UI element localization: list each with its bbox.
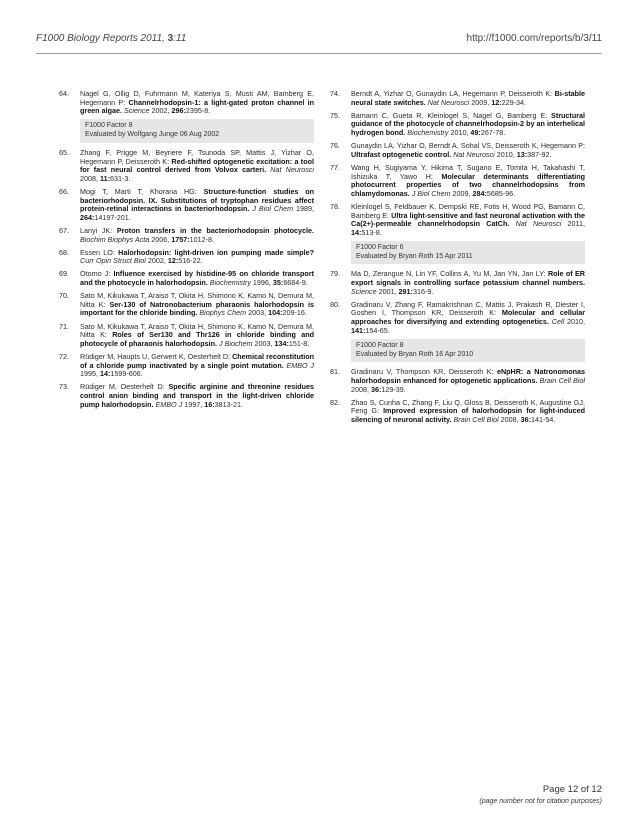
ref-title: Red-shifted optogenetic excitation: a tool for fast neural control derived from Volvox carteri. — [80, 156, 314, 175]
reference-68 — [59, 249, 314, 266]
reference-76 — [330, 142, 585, 159]
ref-number: 76. — [330, 141, 340, 151]
factor-evaluator: Evaluated by Bryan Roth 16 Apr 2010 — [356, 350, 474, 358]
ref-volume: 296: — [169, 106, 186, 116]
ref-number: 65. — [59, 147, 69, 157]
ref-volume: 36: — [369, 384, 382, 394]
ref-number: 70. — [59, 291, 69, 301]
reference-67 — [59, 227, 314, 244]
ref-pages: 387-92. — [527, 149, 552, 159]
ref-number: 71. — [59, 321, 69, 331]
ref-journal: Nat Neurosci — [509, 219, 562, 229]
ref-pages: 141-54. — [531, 414, 556, 424]
ref-number: 67. — [59, 225, 69, 235]
ref-title: Molecular and cellular approaches for diversifying and extending optogenetics. — [351, 308, 585, 327]
ref-journal: J Biochem — [216, 338, 253, 348]
ref-number: 66. — [59, 186, 69, 196]
f1000-factor-box — [80, 119, 314, 143]
ref-title: Role of ER export signals in controlling surface potassium channel numbers. — [351, 269, 585, 288]
ref-year: 2003, — [246, 308, 267, 318]
ref-authors: Berndt A, Yizhar O, Gunaydin LA, Hegemann P, Deisseroth K: — [351, 89, 555, 98]
reference-77 — [330, 164, 585, 198]
ref-number: 77. — [330, 162, 340, 172]
citation-note: (page number not for citation purposes) — [479, 798, 602, 805]
ref-year: 2009, — [469, 97, 490, 107]
ref-pages: 3813-21. — [214, 399, 243, 409]
ref-journal: Biochemistry — [207, 278, 251, 288]
ref-pages: 154-65. — [365, 325, 390, 335]
ref-journal: Nat Neurosci — [266, 165, 314, 175]
journal-year: 2011, — [140, 33, 165, 44]
ref-year: 2003, — [252, 338, 273, 348]
ref-year: 2011, — [561, 219, 585, 229]
ref-year: 2010, — [448, 127, 469, 137]
factor-evaluator: Evaluated by Bryan Roth 15 Apr 2011 — [356, 252, 473, 260]
ref-pages: 2395-8. — [185, 106, 211, 116]
reference-70 — [59, 292, 314, 318]
ref-pages: 5685-96. — [486, 188, 516, 198]
ref-authors: Ma D, Zerangue N, Lin YF, Collins A, Yu M, Jan YN, Jan LY: — [351, 269, 548, 279]
ref-volume: 16: — [202, 399, 215, 409]
ref-journal: EMBO J — [153, 399, 183, 409]
factor-evaluator: Evaluated by Wolfgang Junge 06 Aug 2002 — [85, 131, 220, 139]
ref-journal: J Biol Chem — [409, 188, 451, 198]
ref-title: Improved expression of halorhodopsin for light-induced silencing of neuronal activity. — [351, 406, 585, 424]
reference-65 — [59, 149, 314, 183]
reference-72 — [59, 353, 314, 379]
ref-number: 72. — [59, 352, 69, 361]
ref-year: 1995, — [80, 369, 98, 379]
header-rule — [36, 53, 602, 54]
ref-number: 74. — [330, 89, 340, 98]
ref-authors: Gunaydin LA, Yizhar O, Berndt A, Sohal VS, Deisseroth K, Hegemann P: — [351, 141, 585, 151]
ref-year: 2010, — [494, 149, 515, 159]
ref-volume: 264: — [80, 212, 95, 222]
ref-volume: 14: — [98, 369, 111, 379]
ref-pages: 631-3. — [110, 173, 131, 183]
journal-name: F1000 Biology Reports — [36, 33, 138, 44]
ref-volume: 14: — [351, 227, 362, 237]
ref-volume: 284: — [470, 188, 487, 198]
ref-title: Specific arginine and threonine residues control anion binding and transport in the light-driven chloride pump halorhodopsin. — [80, 382, 314, 409]
reference-71 — [59, 323, 314, 349]
reference-73 — [59, 383, 314, 409]
ref-pages: 516-22. — [178, 256, 203, 266]
reference-column-right — [330, 90, 585, 429]
ref-year: 2009, — [450, 188, 471, 198]
ref-journal: Nat Neurosci — [425, 97, 470, 107]
ref-journal: J Biol Chem — [249, 204, 294, 214]
ref-pages: 209-16. — [282, 308, 307, 318]
ref-title: eNpHR: a Natronomonas halorhodopsin enhanced for optogenetic applications. — [351, 367, 586, 385]
ref-volume: 1757: — [169, 234, 190, 244]
f1000-factor-box — [351, 241, 585, 265]
ref-pages: 151-8. — [288, 338, 310, 348]
reference-81 — [330, 368, 585, 394]
ref-year: 2001, — [376, 286, 397, 296]
factor-score: F1000 Factor 8 — [356, 341, 404, 349]
ref-authors: Rüdiger M, Oesterhelt D: — [80, 382, 169, 392]
article-url[interactable]: http://f1000.com/reports/b/3/11 — [466, 33, 602, 44]
ref-authors: Gradinaru V, Thompson KR, Deisseroth K: — [351, 367, 497, 377]
ref-number: 69. — [59, 269, 69, 279]
ref-title: Halorhodopsin: light-driven ion pumping made simple? — [118, 247, 314, 257]
ref-journal: Curr Opin Struct Biol — [80, 256, 146, 266]
ref-year: 2010, — [564, 317, 586, 327]
ref-authors: Otomo J: — [80, 269, 114, 279]
ref-authors: Lanyi JK: — [80, 225, 117, 235]
reference-82 — [330, 399, 585, 425]
ref-year: 2002, — [149, 106, 170, 116]
ref-authors: Sato M, Kikukawa T, Araiso T, Okita H, Shimono K, Kamo N, Demura M, Nitta K: — [80, 291, 314, 309]
ref-year: 2006, — [149, 234, 170, 244]
ref-title: Channelrhodopsin-1: a light-gated proton channel in green algae. — [80, 97, 314, 116]
ref-volume: 291: — [396, 286, 413, 296]
ref-number: 82. — [330, 397, 340, 407]
ref-title: Ultra light-sensitive and fast neuronal activation with the Ca(2+)-permeable channelrhodopsin CatCh. — [351, 210, 586, 229]
ref-volume: 49: — [468, 127, 481, 137]
ref-authors: Bamann C, Gueta R, Kleinlogel S, Nagel G, Bamberg E: — [351, 110, 552, 120]
ref-authors: Essen LO: — [80, 247, 119, 257]
ref-pages: 1599-606. — [110, 369, 143, 379]
factor-score: F1000 Factor 6 — [356, 243, 404, 251]
ref-volume: 35: — [270, 278, 284, 288]
ref-journal: Science — [121, 106, 150, 116]
ref-title: Proton transfers in the bacteriorhodopsin photocycle. — [116, 225, 315, 235]
ref-number: 81. — [330, 367, 340, 377]
ref-authors: Gradinaru V, Zhang F, Ramakrishnan C, Mattis J, Prakash R, Diester I, Goshen I, Thompson KR, Deisseroth K: — [351, 299, 585, 318]
ref-year: 2008, — [498, 414, 519, 424]
ref-title: Chemical reconstitution of a chloride pump inactivated by a single point mutation. — [80, 352, 315, 370]
journal-volume: 3 — [167, 33, 174, 44]
journal-citation — [36, 33, 186, 44]
ref-volume: 12: — [165, 256, 179, 266]
ref-authors: Kleinlogel S, Feldbauer K, Dempski RE, Fotis H, Wood PG, Bamann C, Bamberg E: — [351, 201, 585, 220]
ref-title: Roles of Ser130 and Thr126 in chloride binding and photocycle of pharaonis halorhodopsin. — [80, 330, 314, 348]
ref-year: 2002, — [145, 256, 166, 266]
reference-64 — [59, 90, 314, 116]
ref-journal: Nat Neurosci — [451, 149, 495, 159]
ref-journal: Brain Cell Biol — [451, 414, 499, 424]
ref-title: Influence exercised by histidine-95 on chloride transport and the photocycle in halorhodopsin. — [80, 269, 315, 288]
ref-number: 68. — [59, 247, 69, 257]
ref-authors: Nagel G, Ollig D, Fuhrmann M, Kateriya S, Musti AM, Bamberg E, Hegemann P: — [80, 89, 314, 107]
ref-title: Molecular determinants differentiating photocurrent properties of two channelrhodopsins from chlamydomonas. — [351, 171, 585, 198]
ref-number: 73. — [59, 382, 69, 392]
ref-number: 75. — [330, 110, 340, 120]
ref-authors: Zhang F, Prigge M, Beyriere F, Tsunoda SP, Mattis J, Yizhar O, Hegemann P, Deisseroth K: — [80, 147, 314, 166]
ref-pages: 513-8. — [361, 227, 382, 237]
ref-authors: Wang H, Sugiyama Y, Hikima T, Sugano E, Tomita H, Takahashi T, Ishizuka T, Yawo H: — [351, 162, 585, 181]
ref-journal: Biophys Chem — [197, 308, 247, 318]
reference-74 — [330, 90, 585, 107]
ref-authors: Rüdiger M, Haupts U, Gerwert K, Oesterhelt D: — [80, 352, 233, 361]
reference-75 — [330, 112, 585, 138]
ref-pages: 316-9. — [412, 286, 434, 296]
ref-journal: Brain Cell Biol — [537, 376, 585, 385]
ref-authors: Zhao S, Cunha C, Zhang F, Liu Q, Gloss B, Deisseroth K, Augustine GJ, Feng G: — [351, 397, 585, 416]
ref-year: 2008, — [351, 384, 369, 394]
ref-number: 79. — [330, 269, 340, 279]
ref-pages: 267-78. — [480, 127, 506, 137]
ref-volume: 141: — [351, 325, 366, 335]
journal-article: :11 — [173, 33, 187, 44]
ref-title: Structural guidance of the photocycle of channelrhodopsin-2 by an interhelical hydrogen bond. — [351, 110, 585, 137]
ref-journal: Biochemistry — [405, 127, 449, 137]
reference-69 — [59, 270, 314, 287]
ref-volume: 36: — [518, 414, 532, 424]
ref-year: 1989, — [293, 204, 315, 214]
reference-66 — [59, 188, 314, 222]
ref-number: 64. — [59, 89, 69, 98]
ref-volume: 13: — [514, 149, 528, 159]
ref-journal: Cell — [548, 317, 565, 327]
ref-year: 2008, — [80, 173, 98, 183]
ref-authors: Mogi T, Marti T, Khorana HG: — [80, 186, 204, 196]
reference-78 — [330, 203, 585, 237]
ref-number: 78. — [330, 201, 340, 211]
ref-title: Ultrafast optogenetic control. — [351, 149, 452, 159]
ref-journal: EMBO J — [283, 360, 314, 370]
ref-pages: 229-34. — [501, 97, 527, 107]
ref-volume: 11: — [98, 173, 110, 183]
ref-title: Bi-stable neural state switches. — [351, 89, 585, 107]
ref-pages: 14197-201. — [94, 212, 131, 222]
f1000-factor-box — [351, 339, 585, 363]
reference-80 — [330, 301, 585, 335]
ref-pages: 6684-9. — [283, 278, 308, 288]
ref-volume: 12: — [489, 97, 502, 107]
page-number: Page 12 of 12 — [542, 784, 602, 795]
running-header — [36, 33, 602, 47]
ref-authors: Sato M, Kikukawa T, Araiso T, Okita H, Shimono K, Kamo N, Demura M, Nitta K: — [80, 321, 314, 340]
ref-number: 80. — [330, 299, 340, 309]
ref-title: Structure-function studies on bacteriorhodopsin. IX. Substitutions of tryptophan residues affect protein-retinal interactions in bacteriorhodopsin. — [80, 186, 315, 214]
ref-journal: Biochim Biophys Acta — [80, 234, 150, 244]
ref-year: 1997, — [182, 399, 203, 409]
reference-79 — [330, 270, 585, 296]
factor-score: F1000 Factor 8 — [85, 122, 133, 130]
ref-volume: 104: — [266, 308, 283, 318]
ref-volume: 134: — [272, 338, 289, 348]
ref-journal: Science — [351, 286, 377, 296]
reference-column-left — [59, 90, 314, 414]
ref-pages: 1012-8. — [189, 234, 215, 244]
ref-title: Ser-130 of Natronobacterium pharaonis halorhodopsin is important for the chloride binding. — [80, 299, 314, 318]
ref-pages: 129-39. — [381, 384, 406, 394]
ref-year: 1996, — [250, 278, 271, 288]
